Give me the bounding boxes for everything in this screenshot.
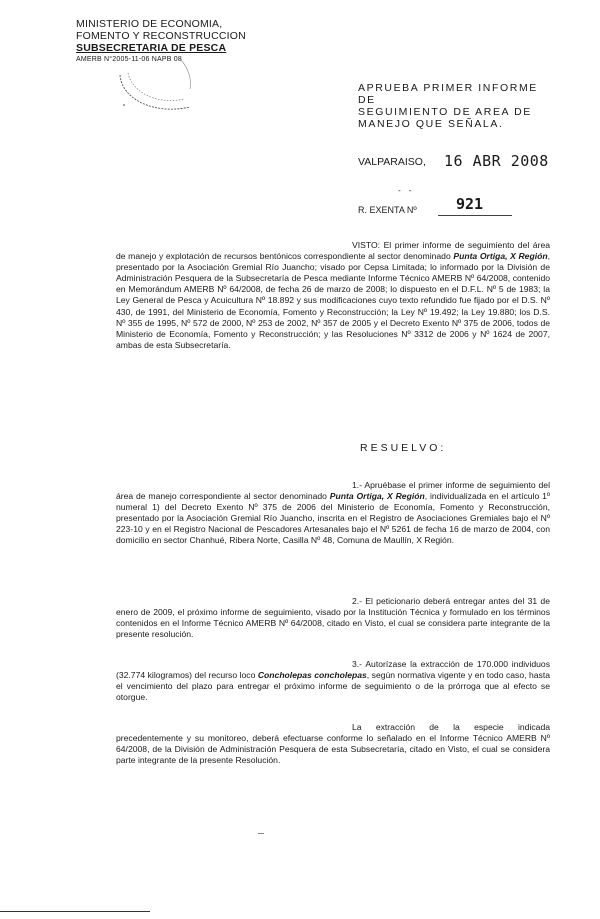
visto-paragraph xyxy=(116,240,550,351)
item-1-lead: 1.- Apruébase el primer informe de seguimiento del área de manejo correspondiente al sector denominado xyxy=(116,480,550,502)
item-4-text: La extracción de la especie indicada precedentemente y su monitoreo, deberá efectuarse conforme lo señalado en el Informe Técnico AMERB Nº 64/2008, de la División de Administración Pesquera de esta Subsecretaría, citado en Visto, el cual se considera parte integrante de la presente Resolución. xyxy=(116,722,550,766)
resolution-number-row xyxy=(358,195,558,217)
resolution-item-3 xyxy=(116,659,550,703)
official-seal-stamp xyxy=(110,55,210,117)
resolution-label: R. EXENTA Nº xyxy=(358,205,417,215)
item-2-text: 2.- El peticionario deberá entregar antes del 31 de enero de 2009, el próximo informe de seguimiento, visado por la Institución Técnica y formulado en los términos contenidos en el Informe Técnico AMERB Nº 64/2008, citado en Visto, el cual se considera parte integrante de la presente resolución. xyxy=(116,596,550,640)
subject-line-2: SEGUIMIENTO DE AREA DE xyxy=(358,106,532,118)
visto-sector: Punta Ortiga, X Región xyxy=(453,251,548,262)
resolution-underline xyxy=(438,215,512,216)
item-3-species: Concholepas concholepas xyxy=(257,670,367,681)
item-1-sector: Punta Ortiga, X Región xyxy=(329,491,425,502)
ministry-line-2: FOMENTO Y RECONSTRUCCION xyxy=(76,30,246,42)
visto-lead: VISTO: xyxy=(352,240,381,250)
subsecretaria-line: SUBSECRETARIA DE PESCA xyxy=(76,42,227,54)
place-name: VALPARAISO, xyxy=(358,156,426,168)
footer-rule xyxy=(0,911,150,912)
subject-line-3: MANEJO QUE SEÑALA. xyxy=(358,118,504,130)
scan-mark xyxy=(258,833,264,834)
resolution-item-1 xyxy=(116,480,550,547)
date-stamp: 16 ABR 2008 xyxy=(444,152,549,170)
item-3-lead: 3.- Autorízase la extracción de 170.000 individuos (32.774 kilogramos) del recurso loco xyxy=(116,659,550,681)
reference-line: AMERB N°2005-11-06 NAPB 08 xyxy=(76,56,182,63)
resolution-number: 921 xyxy=(456,195,484,213)
place-and-date xyxy=(358,152,588,172)
resolution-item-2 xyxy=(116,596,550,640)
item-1-text: , individualizada en el artículo 1º numeral 1) del Decreto Exento Nº 375 de 2006 del Ministerio de Economía, Fomento y Reconstrucción, presentado por la Asociación Gremial Río Juancho, inscrita en el Registro de Asociaciones Gremiales bajo el Nº 223-10 y en el Registro Nacional de Pescadores Artesanales bajo el Nº 5261 de fecha 16 de marzo de 2004, con domicilio en sector Chanhué, Ribera Norte, Casilla Nº 48, Comuna de Maullín, X Región. xyxy=(116,491,550,546)
item-3-text: , según normativa vigente y en todo caso, hasta el vencimiento del plazo para entregar el próximo informe de seguimiento o de la prórroga que al efecto se otorgue. xyxy=(116,670,550,703)
ministry-line-1: MINISTERIO DE ECONOMIA, xyxy=(76,18,223,30)
subject-summary xyxy=(358,82,558,130)
dash-mark: - - xyxy=(398,186,415,195)
visto-text-2: , presentado por la Asociación Gremial Río Juancho; visado por Cepsa Limitada; lo informado por la División de Administración Pesquera de la Subsecretaría de Pesca mediante Informe Técnico AMERB Nº 64/2008, contenido en Memorándum AMERB Nº 64/2008, de fecha 26 de marzo de 2008; lo dispuesto en el D.F.L. Nº 5 de 1983; la Ley General de Pesca y Acuicultura Nº 18.892 y sus modificaciones cuyo texto refundido fue fijado por el D.S. Nº 430, de 1991, del Ministerio de Economía, Fomento y Reconstrucción; la Ley Nº 19.492; la Ley 19.880; los D.S. Nº 355 de 1995, Nº 572 de 2000, Nº 253 de 2002, Nº 357 de 2005 y el Decreto Exento Nº 375 de 2006, todos de Ministerio de Economía, Fomento y Reconstrucción; y las Resoluciones Nº 3312 de 2006 y Nº 1624 de 2007, ambas de esta Subsecretaría. xyxy=(116,251,550,350)
visto-text-1: El primer informe de seguimiento del área de manejo y explotación de recursos bentónicos correspondiente al sector denominado xyxy=(116,240,551,262)
resuelvo-heading: RESUELVO: xyxy=(360,442,447,454)
subject-line-1: APRUEBA PRIMER INFORME DE xyxy=(358,82,538,106)
resolution-item-4 xyxy=(116,722,550,766)
